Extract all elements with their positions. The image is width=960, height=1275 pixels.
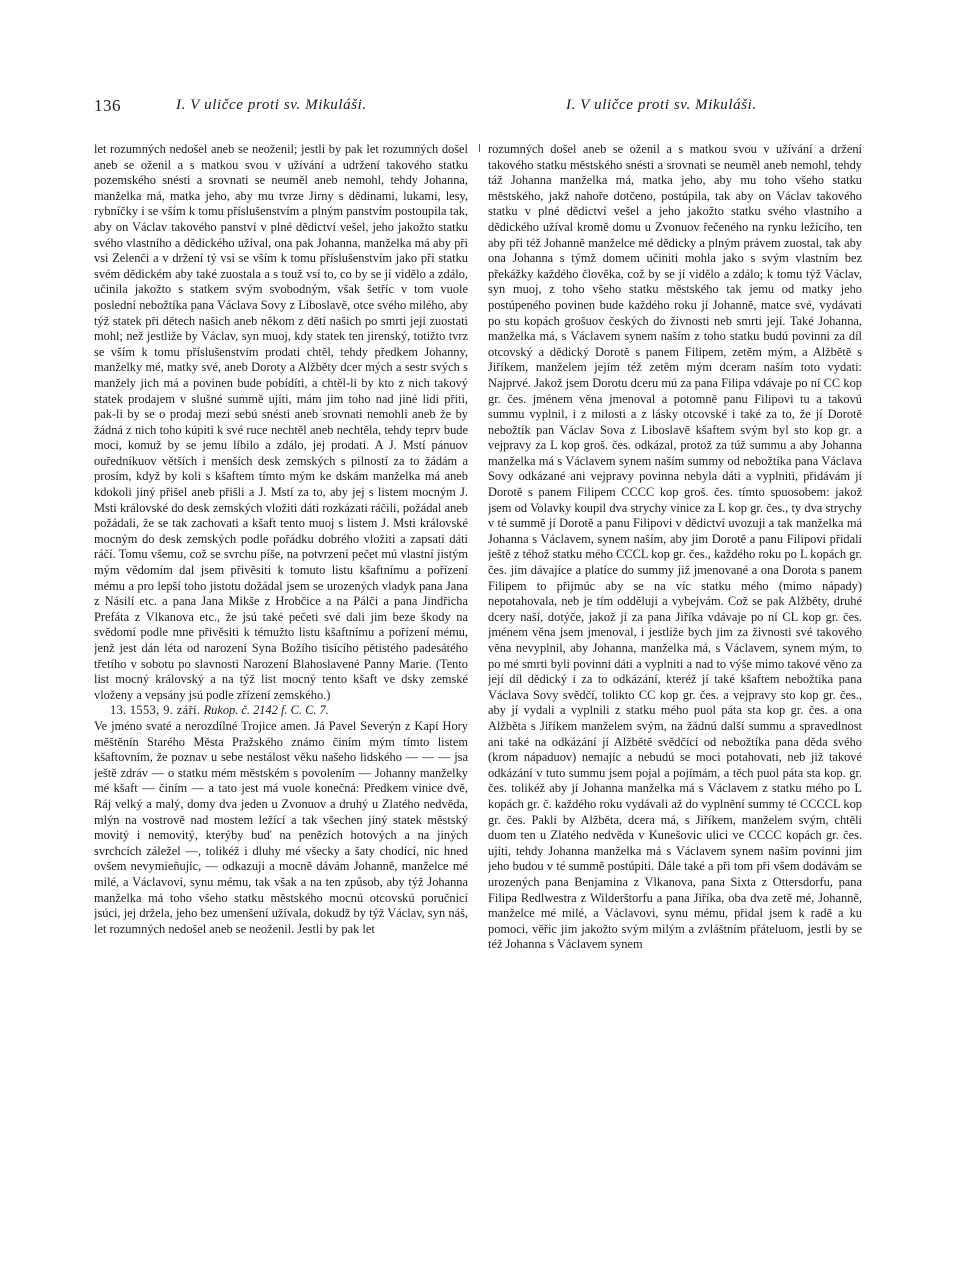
record-text: Ve jméno svaté a nerozdílné Trojice amen. Já Pavel Severýn z Kapí Hory měštěnín Starého Města Pražského známo činím mým tímto listem kšaftovním, že poznav u sebe nestálost věku našeho lidského — — — jsa ještě zdráv — o statku mém městském s povolením — Johanny manželky mé kšaft — činím — a tato jest má vuole konečná: Předkem vinice dvě, Ráj velký a malý, domy dva jeden u Zvonuov a druhý u Zlatého nedvěda, mlýn na vostrově nad mostem ležící a tak všechen jiný statek městský movitý i nemovitý, kterýby buď na penězích hotových a na jiných svrchcích záležel —, tolikéž i dluhy mé všecky a šaty chodící, nic hned ovšem nevymieňujíc, — odkazuji a mocně dávám Johanně, manželce mé milé, a Václavovi, synu mému, tak však a na ten způsob, aby týž Johanna manželka má toho všeho statku městského mocnú otcovskú poručnicí jsúci, jej držela, jeho bez umenšení užívala, dokudž by týž Václav, syn náš, let rozumných nedošel aneb se neoženil. Jestli by pak let — [94, 718, 468, 936]
left-column — [94, 142, 468, 1232]
right-column-text: rozumných došel aneb se oženil a s matkou svou v užívání a držení takového statku městského snésti a srovnati se neuměl aneb nemohl, tehdy táž Johanna manželka má, matka jeho, aby mu toho všeho statku městského, jakž nahoře dotčeno, postúpila, tak aby on Václav takového statku v plné dědictví vešel a jeho jakožto statku svého vlastního a dědického užíval kromě domu u Zvonuov řečeného na rynku ležícího, ten aby při též Johanně manželce mé dědicky a plným právem zuostal, tak aby ona Johanna s týmž domem učiniti mohla jako s svým vlastním bez překážky každého člověka, což by se jí vidělo a zdálo; k tomu týž Václav, syn muoj, z toho všeho statku městského tak jemu od matky jeho postúpeného povinen bude každého roku jí Johanně, matce své, vydávati po stu kopách grošuov českých do živnosti neb smrti její. Také Johanna, manželka má, s Václavem synem naším z toho statku budú povinni za díl otcovský a dědický Dorotě s panem Filipem, zetěm mým, a Alžbětě s Jiříkem, manželem jejím též zetěm mým dceram naším toto vydati: Najprvé. Jakož jsem Dorotu dceru mú za pana Filipa vdávaje po ní CC kop gr. čes. jménem věna jmenoval a potomně panu Filipovi tu a takovú summu vyplnil, i z milosti a z lásky otcovské i také za to, že jí Dorotě nebožtík pan Václav Sova z Liboslavě kšaftem svým byl sto kop gr. a vejpravy za L kop groš. čes. odkázal, protož za túž summu a aby Johanna manželka má s Václavem synem naším summy od nebožtíka pana Václava Sovy odkázané ani vejpravy povinna nebyla dáti a vyplniti, přidávám jí Dorotě s panem Filipem CCCC kop groš. čes. tímto spuosobem: jakož jsem od Volavky koupil dva strychy vinice za L kop gr. čes., ty dva strychy v té summě jí Dorotě a panu Filipovi v dědictví uvozuji a tak manželka má Johanna s Václavem, synem naším, aby jim Dorotě a panu Filipovi přidali ještě z téhož statku mého CCCL kop gr. čes., každého roku po L kopách gr. čes. jim dávajíce a platíce do summy již jmenované a ona Dorota s panem Filipem to přijmúc aby se na víc statku mého (mimo nápady) nepotahovala, neb je tím odděluji a vybejvám. Což se pak Alžběty, druhé dcery naší, dotýče, jakož jí za pana Jiříka vdávaje po ní CL kop gr. čes. jménem věna jsem jmenoval, i jestliže bych jim za živnosti své takového věna nevyplnil, aby Johanna, manželka má, s Václavem, synem mým, to po mé smrti byli povinni dáti a vyplniti a nad to výše mimo takové věno za její díl dědický i za to odkázání, kteréž jí také kšaftem nebožtíka pana Václava Sovy svědčí, tolikto CC kop gr. čes. a vejpravy sto kop gr. čes., aby jí vydali a vyplnili z statku mého puol páta sta kop gr. čes. a ona Alžběta s Jiříkem manželem svým, na žádnú další summu a spravedlnost ani také na odkázání jí Alžbětě svědčící od nebožtíka pana děda svého (krom nápaduov) nemajíc a nebudú se moci potahovati, neb již takové odkázání v tuto summu jsem pojal a pojímám, a těch puol páta sta kop. gr. čes. tolikéž aby jí Johanna manželka má s Václavem z statku mého po L kopách gr. č. každého roku vydávali až do vyplnění summy té CCCCL kop gr. čes. Pakli by Alžběta, dcera má, s Jiříkem, manželem svým, chtěli duom ten u Zlatého nedvěda v Kunešovic ulici ve CCCC kopách gr. čes. ujíti, tehdy Johanna manželka má s Václavem synem naším povinni jim jeho budou v té summě postúpiti. Dále také a při tom při všem dodávám se urozených pana Benjamina z Vlkanova, pana Sixta z Ottersdorfu, pana Filipa Redlwestra z Wilderštorfu a pana Jiříka, oba dva zetě mé, Johanně, manželce mé milé, a Václavovi, synu mému, přidal jsem k radě a ku pomoci, věřic jim jakožto svým milým a zvláštním přáteluom, jestli by se též Johanna s Václavem synem — [488, 142, 862, 952]
continuation-paragraph: let rozumných nedošel aneb se neoženil; jestli by pak let rozumných došel aneb se oženil a s matkou svou v užívání a udržení takového statku pozemského snésti a srovnati se neuměl aneb nemohl, tehdy Johanna, manželka má, matka jeho, aby mu tvrze Jirny s dědinami, lukami, lesy, rybníčky i se vším k tomu příslušenstvím a plným panstvím postoupila tak, aby on Václav takového panství v plné dědictví vešel, jeho jakožto statku svého vlastního a dědického užíval, ona pak Johanna, manželka má aby při vsi Zelenči a v držení tý vsi se vším k tomu příslušenstvím jako při statku svém dědickém aby také zuostala a s touž vsí to, co by se jí vidělo a zdálo, učinila jakožto s statkem svým svobodným, však šetříc v tom vuole poslední nebožtíka pana Václava Sovy z Liboslavě, otce svého milého, aby týž statek při dětech našich aneb někom z dětí našich po smrti její zuostati mohl; než jestliže by Václav, syn muoj, kdy statek ten jirenský, totižto tvrz se vším k tomu příslušenstvím prodati chtěl, tehdy předkem Johanny, manželky mé, matky své, aneb Doroty a Alžběty dcer mých a sestr svých s manžely jich má a povinen bude pobídíti, a chtěl-li by kto z nich takový statek prodajem v slušné summě ujíti, mám jim toho nad jiné lidi přiti, pak-li by se o prodaj mezi sebú snésti aneb srovnati nemohli aneb že by žádná z nich toho kúpiti k své ruce nechtěl aneb nechtěla, tehdy teprv bude moci, komuž by se jemu líbilo a zdálo, jej prodati. A J. Mstí pánuov ouředníkuov větších i menších desk zemských s pilností za to žádám a prosím, když by koli s kšaftem tímto mým ke dskám manželka má aneb kdokoli jiný přišel aneb přišli a J. Mstí za to, aby jej s listem mocným J. Msti královské do desk zemských vložiti dáti rozkázati ráčili, požádal aneb požádali, že se tak zachovati a kšaft tento muoj s listem J. Msti královské mocným do desk zemských podle pořádku dobrého vložiti a zapsati dáti ráčí. Tomu všemu, což se svrchu píše, na potvrzení pečet mú vlastní jistým mým vědomím dal jsem přivěsiti k tomuto listu kšaftnímu a pořízení mému a pro lepší toho jistotu dožádal jsem se urozených vladyk pana Jana z Násilí etc. a pana Jana Mikše z Hrobčice a na Pálči a pana Jindřicha Prefáta z Vlkanova etc., že jsú také pečeti své dali jim beze škody na svědomí podle mne přivěsiti k témužto listu kšaftnímu a pořízení mému, jenž jest dán léta od narození Syna Božího tisícího pětistého padesátého třetího v sobotu po slavnosti Narození Blahoslavené Panny Marie. (Tento list mocný královský a na týž list mocný tento kšaft ve dsky zemské vloženy a vepsány jsú podle zřízení zemského.) — [94, 142, 468, 702]
running-title-right: I. V uličce proti sv. Mikuláši. — [566, 97, 757, 113]
record-source: Rukop. č. 2142 f. C. C. 7. — [203, 703, 329, 718]
record-heading — [94, 703, 468, 719]
page-number: 136 — [94, 96, 121, 115]
record-number: 13. — [110, 703, 127, 718]
right-column — [488, 142, 862, 1232]
running-title-left: I. V uličce proti sv. Mikuláši. — [176, 97, 367, 113]
column-divider — [479, 144, 480, 152]
record-date: 1553, 9. září. — [129, 703, 201, 718]
page-header — [94, 96, 874, 124]
